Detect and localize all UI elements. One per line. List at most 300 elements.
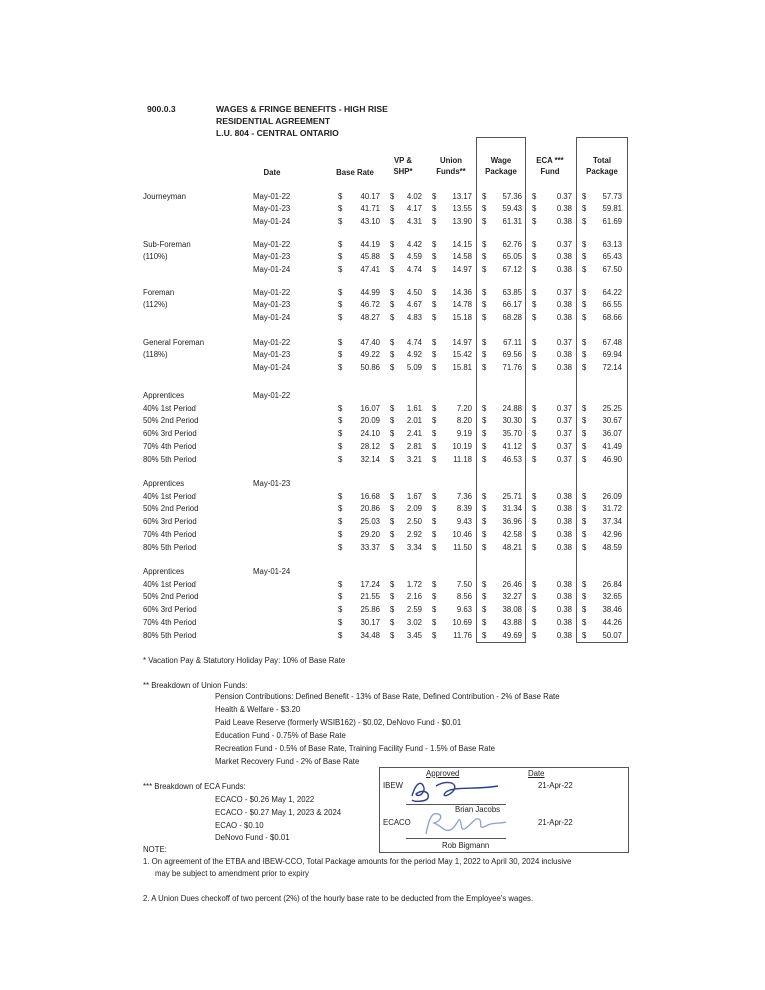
vp-shp-cell: 4.67: [406, 300, 422, 310]
currency-symbol: $: [390, 192, 395, 201]
title-line-3: L.U. 804 - CENTRAL ONTARIO: [216, 128, 339, 138]
total-package-cell: 37.34: [602, 517, 622, 527]
union-fund-item: Paid Leave Reserve (formerly WSIB162) - $0.02, DeNovo Fund - $0.01: [215, 718, 462, 727]
currency-symbol: $: [582, 252, 587, 262]
currency-symbol: $: [338, 362, 343, 372]
union-funds-cell: 14.58: [452, 252, 472, 262]
total-package-cell: 59.81: [602, 204, 622, 214]
currency-symbol: $: [582, 403, 587, 413]
currency-symbol: $: [390, 504, 395, 514]
wage-package-cell: 57.36: [502, 192, 522, 201]
total-package-cell: 36.07: [602, 429, 622, 439]
currency-symbol: $: [532, 264, 537, 274]
eca-fund-cell: 0.38: [556, 350, 572, 360]
wage-package-cell: 49.69: [502, 630, 522, 640]
currency-symbol: $: [432, 312, 437, 322]
ibew-signature: [406, 776, 502, 806]
apprentice-period-label: 60% 3rd Period: [143, 605, 197, 615]
currency-symbol: $: [390, 491, 395, 501]
eca-fund-cell: 0.38: [556, 216, 572, 226]
currency-symbol: $: [338, 192, 343, 201]
currency-symbol: $: [390, 338, 395, 347]
currency-symbol: $: [482, 252, 487, 262]
wage-package-cell: 42.58: [502, 529, 522, 539]
wage-package-cell: 46.53: [502, 454, 522, 464]
note-vacation: * Vacation Pay & Statutory Holiday Pay: 10% of Base Rate: [143, 656, 346, 665]
union-funds-cell: 7.36: [456, 491, 472, 501]
union-funds-cell: 10.69: [452, 617, 472, 627]
wage-package-cell: 67.12: [502, 264, 522, 274]
apprentice-period-label: 80% 5th Period: [143, 630, 197, 640]
currency-symbol: $: [338, 416, 343, 426]
base-rate-cell: 49.22: [360, 350, 380, 360]
currency-symbol: $: [532, 240, 537, 249]
eca-fund-cell: 0.38: [556, 491, 572, 501]
col-header-date: Date: [263, 168, 281, 177]
eca-fund-item: DeNovo Fund - $0.01: [215, 833, 290, 842]
currency-symbol: $: [390, 416, 395, 426]
currency-symbol: $: [338, 252, 343, 262]
total-package-cell: 68.66: [602, 312, 622, 322]
currency-symbol: $: [532, 300, 537, 310]
currency-symbol: $: [482, 312, 487, 322]
row-label: (118%): [143, 350, 168, 360]
currency-symbol: $: [582, 192, 587, 201]
vp-shp-cell: 4.92: [406, 350, 422, 360]
currency-symbol: $: [338, 491, 343, 501]
base-rate-cell: 16.68: [360, 491, 380, 501]
apprentice-period-label: 50% 2nd Period: [143, 416, 199, 426]
row-label: Foreman: [143, 288, 175, 297]
vp-shp-cell: 1.72: [406, 579, 422, 589]
union-funds-cell: 8.20: [456, 416, 472, 426]
union-fund-item: Pension Contributions: Defined Benefit - 13% of Base Rate, Defined Contribution - 2% of Base Rate: [215, 692, 560, 701]
base-rate-cell: 33.37: [360, 542, 380, 552]
apprentice-period-label: 60% 3rd Period: [143, 429, 197, 439]
eca-fund-cell: 0.37: [556, 288, 572, 297]
wage-package-cell: 66.17: [502, 300, 522, 310]
note-union-heading: ** Breakdown of Union Funds:: [143, 681, 248, 690]
currency-symbol: $: [482, 605, 487, 615]
vp-shp-cell: 2.16: [406, 592, 422, 602]
eca-fund-cell: 0.38: [556, 252, 572, 262]
section-code: 900.0.3: [147, 104, 176, 114]
total-package-cell: 44.26: [602, 617, 622, 627]
base-rate-cell: 24.10: [360, 429, 380, 439]
union-fund-item: Education Fund - 0.75% of Base Rate: [215, 731, 346, 740]
currency-symbol: $: [532, 617, 537, 627]
currency-symbol: $: [482, 192, 487, 201]
total-package-cell: 57.73: [602, 192, 622, 201]
total-package-cell: 30.67: [602, 416, 622, 426]
apprentice-period-label: 40% 1st Period: [143, 491, 196, 501]
currency-symbol: $: [582, 617, 587, 627]
currency-symbol: $: [390, 529, 395, 539]
vp-shp-cell: 3.45: [406, 630, 422, 640]
currency-symbol: $: [532, 192, 537, 201]
row-label: Sub-Foreman: [143, 240, 191, 249]
ecaco-signature-line: [406, 838, 506, 839]
apprentice-period-label: 50% 2nd Period: [143, 504, 199, 514]
wage-package-cell: 68.28: [502, 312, 522, 322]
total-package-cell: 65.43: [602, 252, 622, 262]
union-funds-cell: 13.55: [452, 204, 472, 214]
currency-symbol: $: [532, 416, 537, 426]
currency-symbol: $: [582, 529, 587, 539]
eca-fund-cell: 0.38: [556, 264, 572, 274]
row-date: May-01-24: [253, 362, 291, 372]
total-package-cell: 26.84: [602, 579, 622, 589]
currency-symbol: $: [390, 630, 395, 640]
wage-package-cell: 69.56: [502, 350, 522, 360]
vp-shp-cell: 3.21: [406, 454, 422, 464]
currency-symbol: $: [390, 300, 395, 310]
apprentice-period-label: 70% 4th Period: [143, 441, 197, 451]
currency-symbol: $: [482, 491, 487, 501]
currency-symbol: $: [338, 300, 343, 310]
currency-symbol: $: [582, 491, 587, 501]
vp-shp-cell: 4.42: [406, 240, 422, 249]
vp-shp-cell: 1.67: [406, 491, 422, 501]
base-rate-cell: 47.41: [360, 264, 380, 274]
row-label: General Foreman: [143, 338, 205, 347]
base-rate-cell: 45.88: [360, 252, 380, 262]
col-header-union-2: Funds**: [436, 167, 466, 176]
eca-fund-item: ECAO - $0.10: [215, 821, 264, 830]
currency-symbol: $: [532, 403, 537, 413]
ibew-label: IBEW: [383, 781, 403, 790]
currency-symbol: $: [338, 441, 343, 451]
date-label: Date: [528, 769, 545, 778]
ibew-signature-line: [406, 804, 506, 805]
currency-symbol: $: [582, 312, 587, 322]
vp-shp-cell: 4.31: [406, 216, 422, 226]
total-package-cell: 26.09: [602, 491, 622, 501]
base-rate-cell: 30.17: [360, 617, 380, 627]
currency-symbol: $: [532, 288, 537, 297]
currency-symbol: $: [532, 429, 537, 439]
currency-symbol: $: [432, 338, 437, 347]
wage-package-cell: 25.71: [502, 491, 522, 501]
currency-symbol: $: [338, 403, 343, 413]
wage-package-cell: 26.46: [502, 579, 522, 589]
base-rate-cell: 32.14: [360, 454, 380, 464]
wage-package-cell: 63.85: [502, 288, 522, 297]
currency-symbol: $: [582, 542, 587, 552]
currency-symbol: $: [432, 240, 437, 249]
currency-symbol: $: [432, 204, 437, 214]
apprentices-date: May-01-23: [253, 479, 291, 488]
title-line-2: RESIDENTIAL AGREEMENT: [216, 116, 331, 126]
currency-symbol: $: [390, 240, 395, 249]
currency-symbol: $: [432, 192, 437, 201]
total-package-cell: 67.50: [602, 264, 622, 274]
union-funds-cell: 9.63: [456, 605, 472, 615]
base-rate-cell: 44.99: [360, 288, 380, 297]
eca-fund-cell: 0.38: [556, 630, 572, 640]
row-date: May-01-23: [253, 252, 291, 262]
currency-symbol: $: [338, 630, 343, 640]
note-heading: NOTE:: [143, 845, 167, 854]
base-rate-cell: 50.86: [360, 362, 380, 372]
col-header-total-1: Total: [592, 156, 612, 165]
currency-symbol: $: [582, 454, 587, 464]
row-date: May-01-24: [253, 216, 291, 226]
union-funds-cell: 11.18: [453, 454, 472, 464]
vp-shp-cell: 4.02: [406, 192, 422, 201]
currency-symbol: $: [532, 529, 537, 539]
currency-symbol: $: [482, 630, 487, 640]
eca-fund-cell: 0.38: [556, 579, 572, 589]
apprentices-heading: Apprentices: [143, 479, 185, 488]
base-rate-cell: 16.07: [360, 403, 380, 413]
currency-symbol: $: [582, 517, 587, 527]
union-fund-item: Market Recovery Fund - 2% of Base Rate: [215, 757, 360, 766]
currency-symbol: $: [482, 517, 487, 527]
currency-symbol: $: [532, 441, 537, 451]
currency-symbol: $: [338, 529, 343, 539]
wage-package-cell: 48.21: [502, 542, 522, 552]
currency-symbol: $: [390, 288, 395, 297]
eca-fund-cell: 0.37: [556, 338, 572, 347]
currency-symbol: $: [432, 288, 437, 297]
union-funds-cell: 14.78: [452, 300, 472, 310]
currency-symbol: $: [582, 579, 587, 589]
currency-symbol: $: [482, 579, 487, 589]
currency-symbol: $: [338, 240, 343, 249]
currency-symbol: $: [532, 579, 537, 589]
apprentice-period-label: 80% 5th Period: [143, 542, 197, 552]
base-rate-cell: 28.12: [360, 441, 380, 451]
base-rate-cell: 48.27: [360, 312, 380, 322]
currency-symbol: $: [532, 542, 537, 552]
currency-symbol: $: [482, 216, 487, 226]
currency-symbol: $: [482, 403, 487, 413]
vp-shp-cell: 2.59: [406, 605, 422, 615]
currency-symbol: $: [532, 312, 537, 322]
union-funds-cell: 15.18: [452, 312, 472, 322]
currency-symbol: $: [532, 630, 537, 640]
currency-symbol: $: [532, 592, 537, 602]
wage-package-cell: 43.88: [502, 617, 522, 627]
currency-symbol: $: [338, 454, 343, 464]
currency-symbol: $: [482, 288, 487, 297]
currency-symbol: $: [390, 216, 395, 226]
union-funds-cell: 8.56: [456, 592, 472, 602]
currency-symbol: $: [338, 605, 343, 615]
total-package-cell: 46.90: [602, 454, 622, 464]
currency-symbol: $: [432, 630, 437, 640]
base-rate-cell: 43.10: [360, 216, 380, 226]
currency-symbol: $: [432, 416, 437, 426]
currency-symbol: $: [338, 204, 343, 214]
currency-symbol: $: [338, 504, 343, 514]
total-package-cell: 38.46: [602, 605, 622, 615]
currency-symbol: $: [338, 312, 343, 322]
row-date: May-01-23: [253, 204, 291, 214]
row-date: May-01-22: [253, 240, 291, 249]
wage-package-cell: 67.11: [503, 338, 522, 347]
union-funds-cell: 14.97: [452, 338, 472, 347]
base-rate-cell: 29.20: [360, 529, 380, 539]
total-package-cell: 25.25: [602, 403, 622, 413]
currency-symbol: $: [482, 504, 487, 514]
currency-symbol: $: [532, 605, 537, 615]
currency-symbol: $: [482, 542, 487, 552]
currency-symbol: $: [532, 252, 537, 262]
note-2: 2. A Union Dues checkoff of two percent (2%) of the hourly base rate to be deducted from the Employee's wages.: [143, 894, 534, 903]
ecaco-date: 21-Apr-22: [538, 818, 573, 827]
wage-package-cell: 71.76: [502, 362, 522, 372]
base-rate-cell: 25.86: [360, 605, 380, 615]
wage-package-cell: 32.27: [502, 592, 522, 602]
base-rate-cell: 44.19: [360, 240, 380, 249]
currency-symbol: $: [482, 338, 487, 347]
currency-symbol: $: [390, 264, 395, 274]
vp-shp-cell: 4.50: [406, 288, 422, 297]
row-label: Journeyman: [143, 192, 186, 201]
currency-symbol: $: [582, 338, 587, 347]
eca-fund-cell: 0.37: [556, 416, 572, 426]
currency-symbol: $: [432, 605, 437, 615]
currency-symbol: $: [432, 264, 437, 274]
col-header-eca-1: ECA ***: [536, 156, 564, 165]
eca-fund-cell: 0.37: [556, 441, 572, 451]
col-header-eca-2: Fund: [540, 167, 560, 176]
currency-symbol: $: [582, 350, 587, 360]
row-date: May-01-22: [253, 192, 291, 201]
total-package-cell: 41.49: [602, 441, 622, 451]
base-rate-cell: 25.03: [360, 517, 380, 527]
currency-symbol: $: [338, 216, 343, 226]
currency-symbol: $: [432, 542, 437, 552]
eca-fund-cell: 0.38: [556, 592, 572, 602]
eca-fund-cell: 0.38: [556, 204, 572, 214]
union-funds-cell: 13.17: [452, 192, 472, 201]
currency-symbol: $: [582, 240, 587, 249]
currency-symbol: $: [582, 204, 587, 214]
currency-symbol: $: [532, 204, 537, 214]
eca-fund-cell: 0.38: [556, 605, 572, 615]
total-package-cell: 72.14: [602, 362, 622, 372]
apprentices-date: May-01-24: [253, 567, 291, 576]
row-date: May-01-24: [253, 312, 291, 322]
eca-fund-cell: 0.38: [556, 504, 572, 514]
total-package-cell: 67.48: [602, 338, 622, 347]
apprentice-period-label: 80% 5th Period: [143, 454, 197, 464]
currency-symbol: $: [482, 362, 487, 372]
union-funds-cell: 15.81: [452, 362, 472, 372]
vp-shp-cell: 2.01: [406, 416, 422, 426]
col-header-wage-1: Wage: [490, 156, 512, 165]
currency-symbol: $: [432, 454, 437, 464]
total-package-cell: 31.72: [602, 504, 622, 514]
eca-fund-cell: 0.37: [556, 240, 572, 249]
row-date: May-01-23: [253, 350, 291, 360]
total-package-cell: 64.22: [602, 288, 622, 297]
col-header-total-2: Package: [586, 167, 618, 176]
base-rate-cell: 20.86: [360, 504, 380, 514]
currency-symbol: $: [390, 204, 395, 214]
total-package-cell: 42.96: [602, 529, 622, 539]
currency-symbol: $: [432, 429, 437, 439]
apprentice-period-label: 40% 1st Period: [143, 579, 196, 589]
eca-fund-cell: 0.38: [556, 300, 572, 310]
total-package-cell: 63.13: [602, 240, 622, 249]
total-package-cell: 66.55: [602, 300, 622, 310]
currency-symbol: $: [582, 288, 587, 297]
currency-symbol: $: [432, 252, 437, 262]
currency-symbol: $: [390, 605, 395, 615]
wage-package-cell: 35.70: [502, 429, 522, 439]
currency-symbol: $: [532, 216, 537, 226]
eca-fund-cell: 0.37: [556, 403, 572, 413]
currency-symbol: $: [532, 350, 537, 360]
base-rate-cell: 47.40: [360, 338, 380, 347]
currency-symbol: $: [432, 216, 437, 226]
wage-package-cell: 36.96: [502, 517, 522, 527]
currency-symbol: $: [482, 264, 487, 274]
union-funds-cell: 7.50: [456, 579, 472, 589]
approval-box: [379, 767, 629, 853]
base-rate-cell: 41.71: [360, 204, 380, 214]
union-funds-cell: 8.39: [456, 504, 472, 514]
row-label: (110%): [143, 252, 168, 262]
currency-symbol: $: [432, 617, 437, 627]
title-line-1: WAGES & FRINGE BENEFITS - HIGH RISE: [216, 104, 388, 114]
eca-fund-cell: 0.37: [556, 454, 572, 464]
currency-symbol: $: [582, 300, 587, 310]
col-header-base-rate: Base Rate: [336, 168, 374, 177]
apprentices-heading: Apprentices: [143, 391, 185, 400]
currency-symbol: $: [482, 416, 487, 426]
col-header-wage-2: Package: [485, 167, 517, 176]
wage-package-cell: 31.34: [502, 504, 522, 514]
union-funds-cell: 13.90: [452, 216, 472, 226]
currency-symbol: $: [338, 288, 343, 297]
eca-fund-cell: 0.38: [556, 542, 572, 552]
vp-shp-cell: 3.34: [406, 542, 422, 552]
currency-symbol: $: [532, 504, 537, 514]
currency-symbol: $: [432, 441, 437, 451]
vp-shp-cell: 2.81: [406, 441, 422, 451]
eca-fund-cell: 0.37: [556, 192, 572, 201]
eca-fund-cell: 0.38: [556, 529, 572, 539]
union-funds-cell: 15.42: [452, 350, 472, 360]
wage-package-cell: 62.76: [502, 240, 522, 249]
currency-symbol: $: [338, 592, 343, 602]
currency-symbol: $: [432, 350, 437, 360]
currency-symbol: $: [390, 454, 395, 464]
base-rate-cell: 20.09: [360, 416, 380, 426]
currency-symbol: $: [582, 441, 587, 451]
currency-symbol: $: [532, 362, 537, 372]
currency-symbol: $: [338, 579, 343, 589]
currency-symbol: $: [390, 592, 395, 602]
row-date: May-01-22: [253, 338, 291, 347]
ecaco-signer-name: Rob Bigmann: [442, 841, 490, 850]
eca-fund-cell: 0.38: [556, 617, 572, 627]
vp-shp-cell: 2.92: [406, 529, 422, 539]
ecaco-label: ECACO: [383, 818, 411, 827]
union-fund-item: Health & Welfare - $3.20: [215, 705, 301, 714]
currency-symbol: $: [582, 630, 587, 640]
currency-symbol: $: [390, 429, 395, 439]
vp-shp-cell: 4.17: [406, 204, 422, 214]
note-1-line-2: may be subject to amendment prior to expiry: [155, 869, 309, 878]
apprentice-period-label: 50% 2nd Period: [143, 592, 199, 602]
col-header-vp-2: SHP*: [393, 167, 413, 176]
